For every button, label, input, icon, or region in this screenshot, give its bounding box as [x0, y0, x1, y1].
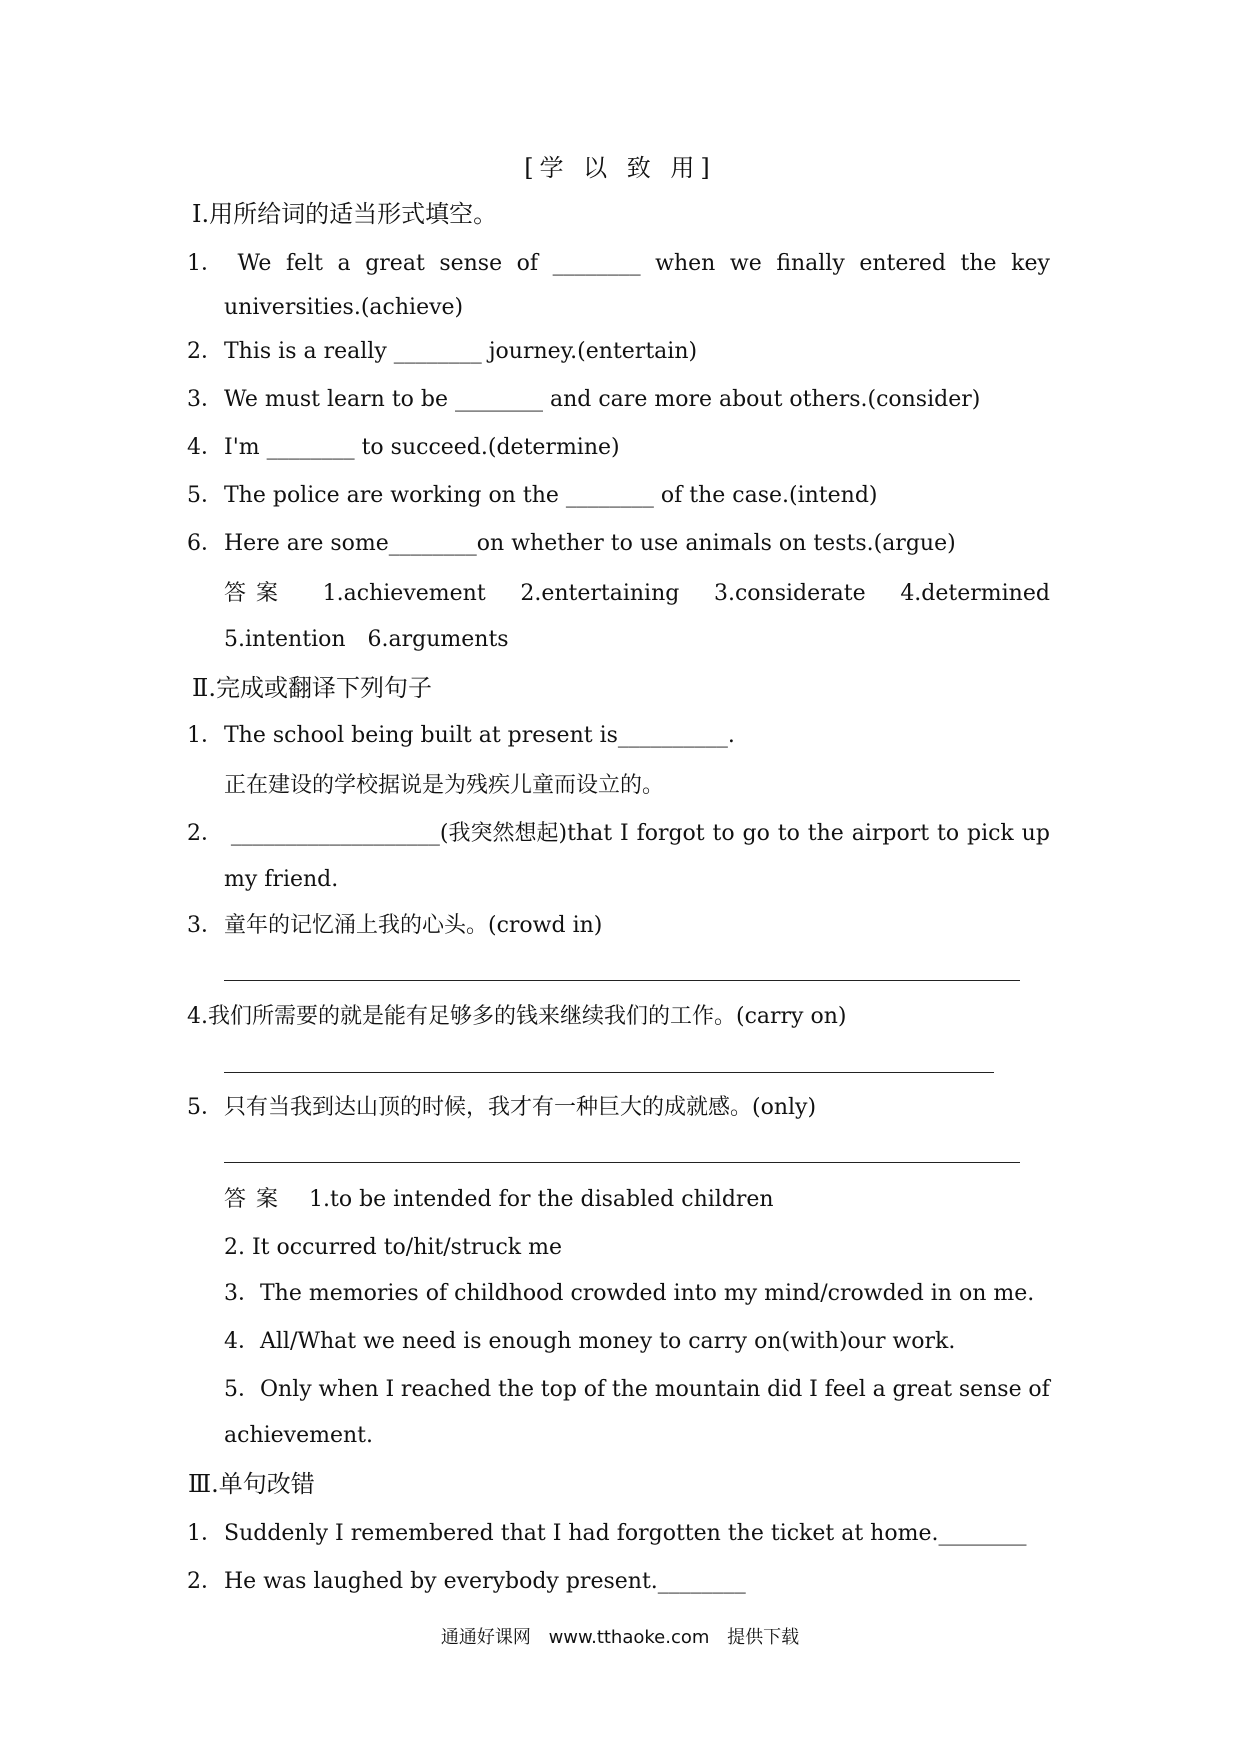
- footer-url[interactable]: www.tthaoke.com: [548, 1627, 710, 1648]
- s2-question-1: The school being built at present is__________.: [224, 723, 735, 748]
- s1-question-1-word: felt: [285, 251, 323, 276]
- s1-question-5: The police are working on the ________ of the case.(intend): [224, 483, 878, 508]
- s1-question-1-word: when: [655, 251, 716, 276]
- s2-question-4: 4.我们所需要的就是能有足够多的钱来继续我们的工作。(carry on): [187, 1004, 847, 1029]
- s2-question-3-number: 3．: [187, 913, 223, 938]
- s2-question-1-number: 1．: [187, 723, 223, 748]
- s2-answer-1-text: 1.to be intended for the disabled children: [309, 1187, 774, 1212]
- s2-answer-5-word: the: [497, 1377, 534, 1402]
- s2-answer-3: 3．The memories of childhood crowded into my mind/crowded in on me.: [224, 1281, 1035, 1306]
- page-title: [学 以 致 用]: [524, 154, 716, 182]
- s2-answer-label: 答案: [224, 1187, 289, 1212]
- s2-question-2-cont: my friend.: [224, 867, 339, 892]
- s1-question-6-number: 6．: [187, 531, 223, 556]
- s2-answer-1: [224, 1186, 774, 1214]
- s1-answer-item: 1.achievement: [322, 581, 486, 606]
- s1-question-1-word: We: [237, 251, 272, 276]
- section-1-heading: Ⅰ.用所给词的适当形式填空。: [192, 200, 498, 228]
- s2-question-1-chinese: 正在建设的学校据说是为残疾儿童而设立的。: [224, 773, 665, 798]
- s1-answer-item: 3.considerate: [714, 581, 866, 606]
- s2-question-2-word: to: [936, 821, 960, 846]
- s2-question-5: 只有当我到达山顶的时候，我才有一种巨大的成就感。(only): [224, 1095, 817, 1120]
- s2-answer-5-word: sense: [958, 1377, 1022, 1402]
- s2-question-2-word: the: [807, 821, 844, 846]
- s2-answer-5-word: of: [1028, 1377, 1050, 1402]
- s2-answer-5-word: the: [611, 1377, 648, 1402]
- s2-answer-5-word: 5．Only: [224, 1377, 312, 1402]
- s1-question-1-word: sense: [439, 251, 503, 276]
- s2-question-2-word: airport: [851, 821, 930, 846]
- s2-answer-5-word: feel: [824, 1377, 866, 1402]
- s2-answer-4: 4．All/What we need is enough money to carry on(with)our work.: [224, 1329, 956, 1354]
- s1-question-2-number: 2．: [187, 339, 223, 364]
- s1-question-5-number: 5．: [187, 483, 223, 508]
- s3-question-2: He was laughed by everybody present.________: [224, 1569, 746, 1594]
- s1-question-1-word: key: [1011, 251, 1050, 276]
- s1-question-4: I'm ________ to succeed.(determine): [224, 435, 620, 460]
- s2-answer-5-word: I: [385, 1377, 395, 1402]
- s2-answer-5-word: I: [809, 1377, 818, 1402]
- s1-question-1-word: we: [729, 251, 762, 276]
- s2-answer-5-word: top: [540, 1377, 577, 1402]
- footer-note: 提供下载: [727, 1627, 800, 1648]
- s2-question-2-word: to: [777, 821, 800, 846]
- s1-question-4-number: 4．: [187, 435, 223, 460]
- s2-question-5-number: 5．: [187, 1095, 223, 1120]
- s1-question-3: We must learn to be ________ and care more about others.(consider): [224, 387, 981, 412]
- s2-question-2-word: to: [712, 821, 735, 846]
- page-footer: [0, 1623, 1240, 1649]
- s2-question-2-word: pick: [966, 821, 1014, 846]
- s1-answers-row-1: [224, 580, 1050, 608]
- section-2-heading: Ⅱ.完成或翻译下列句子: [192, 674, 432, 702]
- s2-answer-5-word: reached: [400, 1377, 492, 1402]
- s1-question-1-word: ________: [552, 251, 641, 276]
- s2-question-2-word: up: [1021, 821, 1050, 846]
- s1-answers-row-2: 5.intention 6.arguments: [224, 627, 509, 652]
- s2-answer-line-3[interactable]: [224, 980, 1020, 981]
- s2-answer-5-word: mountain: [654, 1377, 761, 1402]
- s1-question-1-word: great: [365, 251, 425, 276]
- s2-answer-5-word: of: [583, 1377, 606, 1402]
- s2-answer-5-line: [224, 1376, 1050, 1404]
- s3-question-1-number: 1．: [187, 1521, 223, 1546]
- s1-answer-item: 4.determined: [900, 581, 1050, 606]
- s3-question-1: Suddenly I remembered that I had forgotten the ticket at home.________: [224, 1521, 1027, 1546]
- s2-answer-5-word: did: [767, 1377, 803, 1402]
- s2-question-2-number: 2．: [187, 821, 223, 846]
- s2-question-2-line: [187, 820, 1050, 848]
- s1-question-1-number: 1．: [187, 251, 223, 276]
- s1-answer-item: 2.entertaining: [520, 581, 680, 606]
- s2-answer-2: 2. It occurred to/hit/struck me: [224, 1235, 562, 1260]
- s2-answer-5-word: great: [892, 1377, 953, 1402]
- s1-question-1-line: [187, 250, 1050, 278]
- s1-answer-label: 答案: [224, 581, 289, 606]
- s2-question-2-word: ___________________(我突然想起)that: [230, 821, 613, 846]
- s1-question-1-word: of: [516, 251, 539, 276]
- s1-question-1-word: entered: [859, 251, 946, 276]
- s1-question-1-word: finally: [776, 251, 845, 276]
- s2-answer-5-word: a: [872, 1377, 886, 1402]
- s2-answer-5-cont: achievement.: [224, 1423, 373, 1448]
- s2-question-3: 童年的记忆涌上我的心头。(crowd in): [224, 913, 603, 938]
- s1-question-1-word: a: [337, 251, 351, 276]
- s1-question-1-word: the: [960, 251, 997, 276]
- s2-answer-line-4[interactable]: [224, 1072, 994, 1073]
- s2-answer-5-word: when: [318, 1377, 379, 1402]
- footer-site-name: 通通好课网: [440, 1627, 531, 1648]
- s3-question-2-number: 2．: [187, 1569, 223, 1594]
- s1-question-2: This is a really ________ journey.(entertain): [224, 339, 698, 364]
- s1-question-6: Here are some________on whether to use animals on tests.(argue): [224, 531, 956, 556]
- s1-question-3-number: 3．: [187, 387, 223, 412]
- s2-answer-line-5[interactable]: [224, 1162, 1020, 1163]
- section-3-heading: Ⅲ.单句改错: [188, 1470, 315, 1498]
- s2-question-2-word: I: [619, 821, 629, 846]
- s2-question-2-word: go: [742, 821, 770, 846]
- s1-question-1-cont: universities.(achieve): [224, 295, 464, 320]
- s2-question-2-word: forgot: [636, 821, 705, 846]
